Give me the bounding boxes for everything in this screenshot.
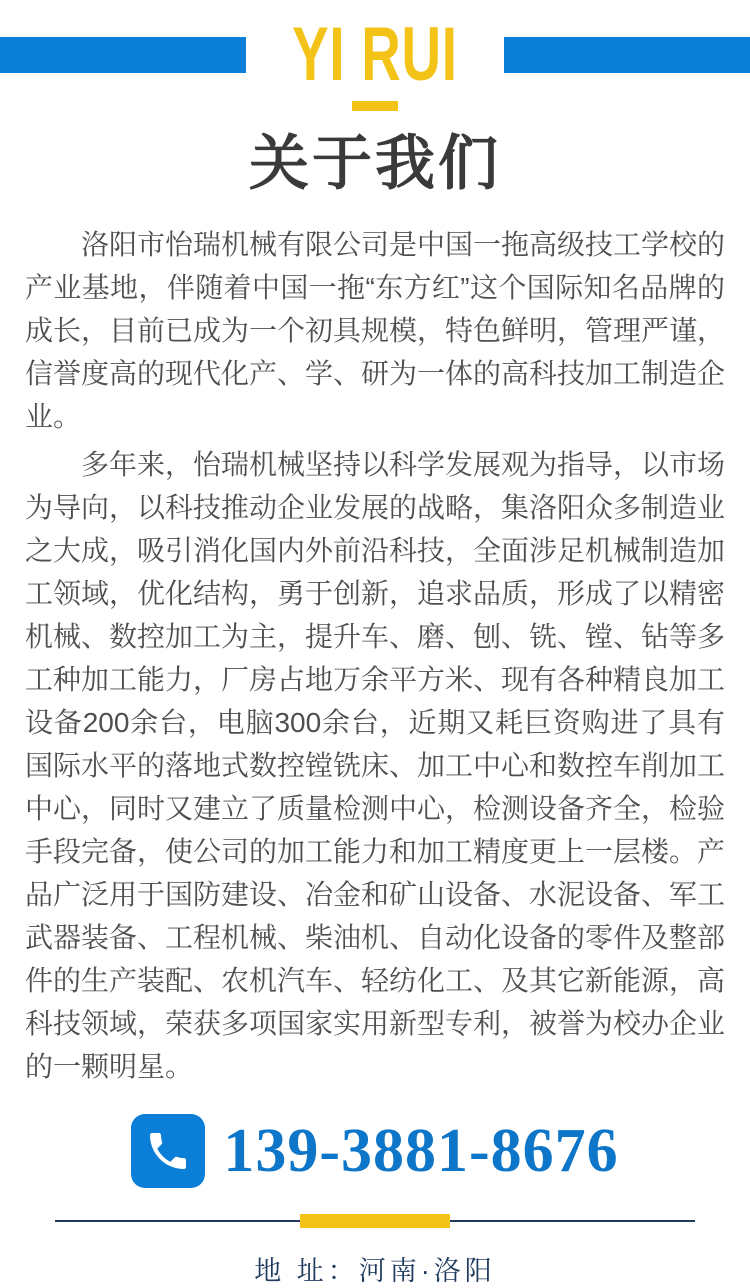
about-paragraph-1: 洛阳市怡瑞机械有限公司是中国一拖高级技工学校的产业基地，伴随着中国一拖“东方红”这个国际知名品牌的成长，目前已成为一个初具规模，特色鲜明，管理严谨，信誉度高的现代化产、学、研为一体的高科技加工制造企业。 [25, 229, 726, 432]
brand-logo [246, 12, 504, 97]
address-text: 地 址：河南·洛阳 [254, 1256, 496, 1286]
contact-phone-row[interactable] [0, 1114, 750, 1188]
section-divider [55, 1214, 695, 1228]
footer-address [0, 1254, 750, 1288]
about-paragraph-2: 多年来，怡瑞机械坚持以科学发展观为指导，以市场为导向，以科技推动企业发展的战略，集洛阳众多制造业之大成，吸引消化国内外前沿科技，全面涉足机械制造加工领域，优化结构，勇于创新，追求品质，形成了以精密机械、数控加工为主，提升车、磨、刨、铣、镗、钻等多工种加工能力，厂房占地万余平方米、现有各种精良加工设备200余台，电脑300余台，近期又耗巨资购进了具有国际水平的落地式数控镗铣床、加工中心和数控车削加工中心，同时又建立了质量检测中心，检测设备齐全，检验手段完备，使公司的加工能力和加工精度更上一层楼。产品广泛用于国防建设、冶金和矿山设备、水泥设备、军工武器装备、工程机械、柴油机、自动化设备的零件及整部件的生产装配、农机汽车、轻纺化工、及其它新能源，高科技领域，荣获多项国家实用新型专利，被誉为校办企业的一颗明星。 [25, 449, 726, 1082]
logo-banner [0, 12, 750, 97]
phone-icon [131, 1114, 205, 1188]
page-title: 关于我们 [249, 130, 501, 197]
brand-logo-text: YI RUI [292, 12, 458, 97]
logo-underline-dash [352, 101, 398, 111]
divider-accent-block [300, 1214, 450, 1228]
header [0, 12, 750, 197]
about-content [25, 223, 725, 1088]
about-page [0, 12, 750, 1286]
phone-number[interactable]: 139-3881-8676 [223, 1117, 619, 1185]
banner-bar-left [0, 37, 246, 73]
banner-bar-right [504, 37, 750, 73]
